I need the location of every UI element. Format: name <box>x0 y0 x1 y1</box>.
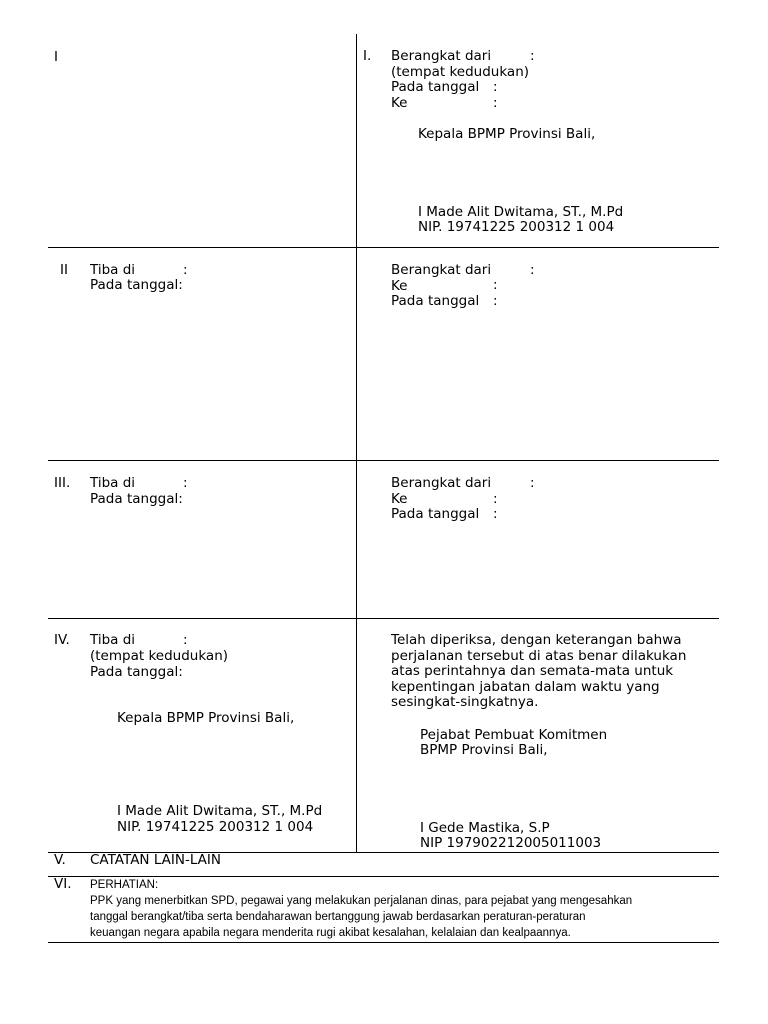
section3-arrival-label: Tiba di <box>90 475 136 491</box>
attention-line-3: keuangan negara apabila negara menderita rugi akibat kesalahan, kelalaian dan kealpaannya. <box>90 927 571 939</box>
colon-departure: : <box>530 262 535 278</box>
section4-arrival-colon: : <box>183 632 188 648</box>
section3-number: III. <box>54 475 71 491</box>
section2-departure-fields <box>391 263 491 310</box>
colon-departure: : <box>530 475 535 491</box>
section1-right-number: I. <box>363 48 372 64</box>
section4-number: IV. <box>54 632 70 648</box>
section4-signer-title: Kepala BPMP Provinsi Bali, <box>117 710 295 726</box>
row-divider-6 <box>48 942 719 943</box>
section4-arrival-label: Tiba di <box>90 632 136 648</box>
section1-departure-fields <box>391 49 529 111</box>
section2-arrival-label: Tiba di <box>90 262 136 278</box>
section3-arrival-colon: : <box>183 475 188 491</box>
colon-destination: : <box>493 277 498 293</box>
section2-arrival-colon: : <box>183 262 188 278</box>
section2-date-label: Pada tanggal: <box>90 277 183 293</box>
departure-from-label: Berangkat dari <box>391 262 492 278</box>
departure-from-label: Berangkat dari <box>391 48 492 64</box>
colon-date: : <box>493 79 498 95</box>
colon-departure: : <box>530 48 535 64</box>
section4-signer-nip: NIP. 19741225 200312 1 004 <box>117 819 314 835</box>
section4-signer-name: I Made Alit Dwitama, ST., M.Pd <box>117 803 323 819</box>
ppk-title-line1: Pejabat Pembuat Komitmen <box>420 727 608 743</box>
destination-label: Ke <box>391 94 408 111</box>
attention-line-2: tanggal berangkat/tiba serta bendaharawan bertanggung jawab berdasarkan peraturan-peraturan <box>90 911 586 923</box>
section1-signer-name: I Made Alit Dwitama, ST., M.Pd <box>418 204 624 220</box>
section3-date-label: Pada tanggal: <box>90 491 183 507</box>
section3-departure-fields <box>391 476 491 523</box>
section6-number: VI. <box>54 876 72 892</box>
date-label: Pada tanggal <box>391 506 480 522</box>
departure-from-label: Berangkat dari <box>391 475 492 491</box>
section1-signer-title: Kepala BPMP Provinsi Bali, <box>418 126 596 142</box>
attention-line-1: PPK yang menerbitkan SPD, pegawai yang melakukan perjalanan dinas, para pejabat yang mengesahkan <box>90 895 633 907</box>
ppk-title-line2: BPMP Provinsi Bali, <box>420 742 548 758</box>
other-notes-label: CATATAN LAIN-LAIN <box>90 852 221 868</box>
verification-statement: Telah diperiksa, dengan keterangan bahwa perjalanan tersebut di atas benar dilakukan atas perintahnya dan semata-mata untuk kepentingan jabatan dalam waktu yang sesingkat-singkatnya. <box>391 632 687 711</box>
row-divider-3 <box>48 618 719 619</box>
place-of-origin-label: (tempat kedudukan) <box>391 63 530 80</box>
ppk-name: I Gede Mastika, S.P <box>420 820 550 836</box>
ppk-nip: NIP 197902212005011003 <box>420 835 602 851</box>
row-divider-2 <box>48 460 719 461</box>
destination-label: Ke <box>391 490 408 507</box>
section1-signer-nip: NIP. 19741225 200312 1 004 <box>418 219 615 235</box>
colon-destination: : <box>493 95 498 111</box>
center-divider <box>356 34 357 852</box>
section1-left-number: I <box>54 49 58 65</box>
section4-date-label: Pada tanggal: <box>90 664 183 680</box>
section2-number: II <box>60 262 68 278</box>
colon-destination: : <box>493 491 498 507</box>
section5-number: V. <box>54 852 66 868</box>
section4-place-label: (tempat kedudukan) <box>90 648 229 664</box>
date-label: Pada tanggal <box>391 293 480 309</box>
row-divider-1 <box>48 247 719 248</box>
destination-label: Ke <box>391 277 408 294</box>
attention-heading: PERHATIAN: <box>90 879 159 891</box>
date-label: Pada tanggal <box>391 79 480 95</box>
colon-date: : <box>493 293 498 309</box>
colon-date: : <box>493 506 498 522</box>
